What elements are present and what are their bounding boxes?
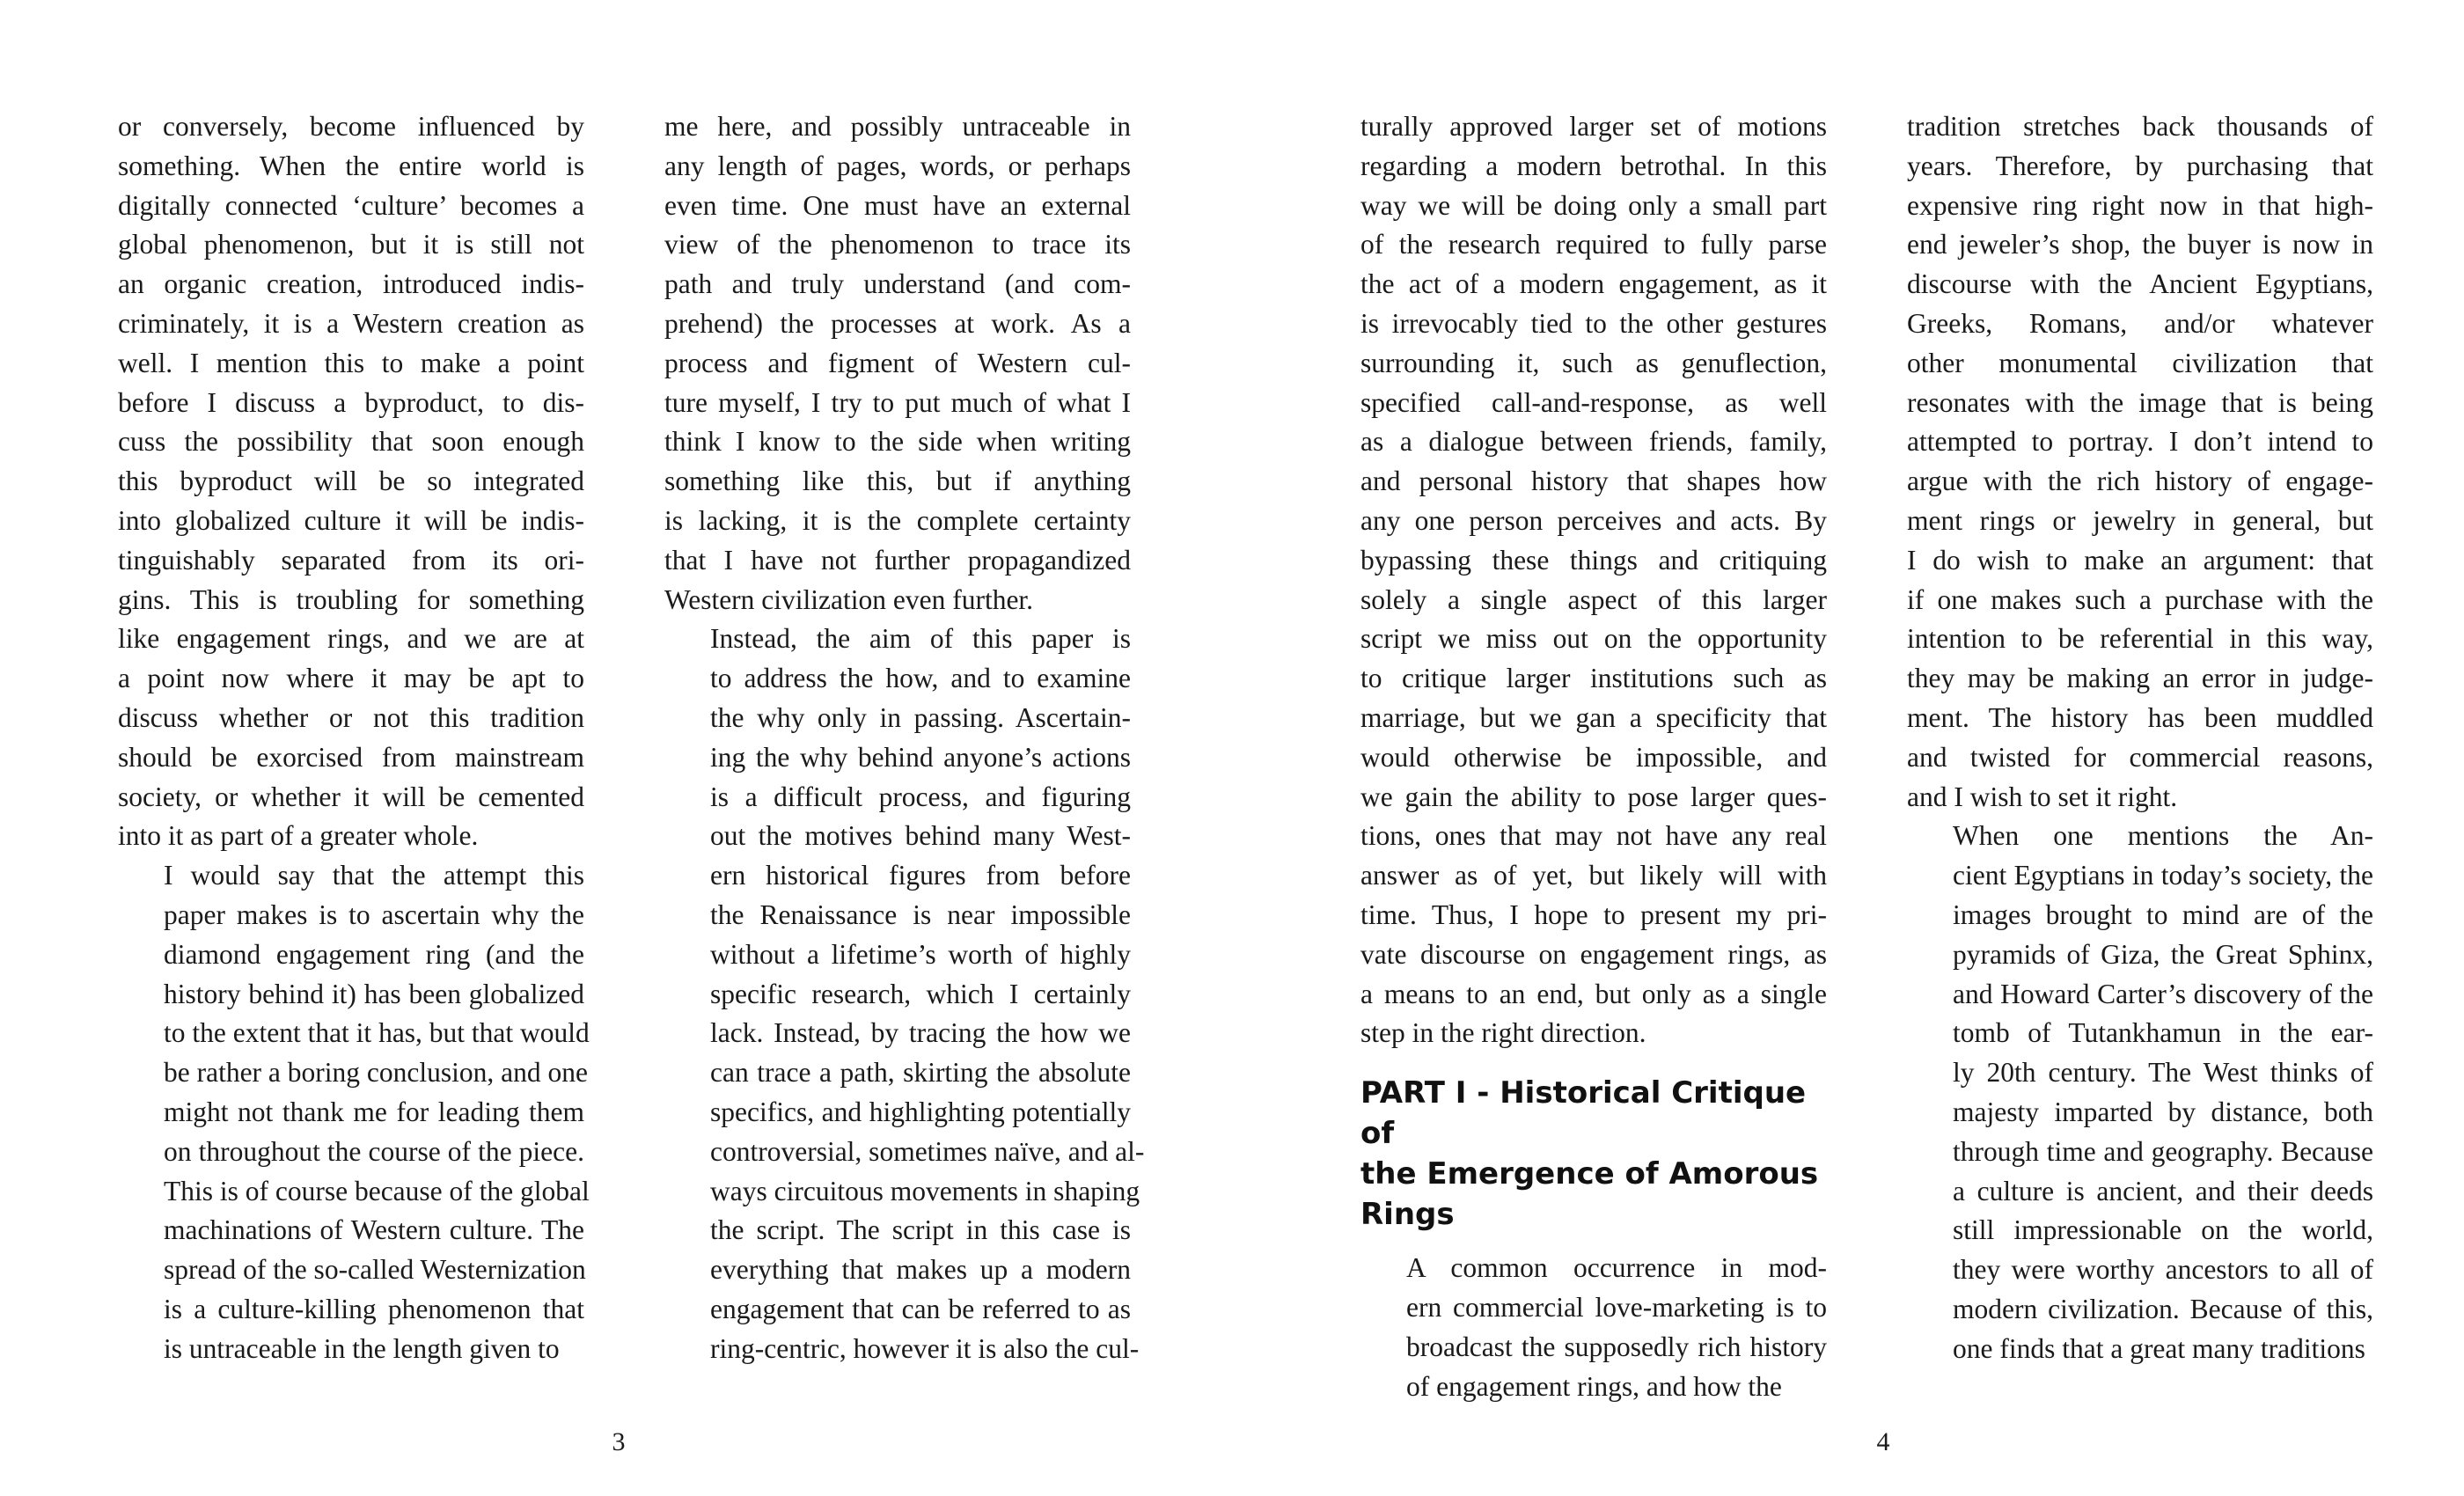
text-line: solely a single aspect of this larger — [1360, 583, 1827, 615]
text-line: ment rings or jewelry in general, but — [1907, 504, 2373, 536]
text-line: step in the right direction. — [1360, 1017, 1646, 1049]
text-line: and twisted for commercial reasons, — [1907, 741, 2373, 773]
text-line: might not thank me for leading them — [164, 1096, 584, 1127]
text-line: When one mentions the An- — [1953, 820, 2373, 852]
text-line: as a dialogue between friends, family, — [1360, 426, 1827, 458]
text-line: and personal history that shapes how — [1360, 466, 1827, 497]
text-line: global phenomenon, but it is still not — [118, 229, 584, 260]
text-line: path and truly understand (and com- — [664, 268, 1131, 300]
text-line: the why only in passing. Ascertain- — [710, 701, 1131, 733]
text-line: is untraceable in the length given to — [164, 1332, 560, 1364]
text-line: modern civilization. Because of this, — [1953, 1293, 2373, 1324]
text-line: of the research required to fully parse — [1360, 229, 1827, 260]
text-line: This is of course because of the global — [164, 1175, 590, 1206]
text-line: spread of the so-called Westernization — [164, 1254, 586, 1286]
text-line: specifics, and highlighting potentially — [710, 1096, 1131, 1127]
text-line: ing the why behind anyone’s actions — [710, 741, 1131, 773]
text-line: intention to be referential in this way, — [1907, 623, 2373, 655]
text-line: lack. Instead, by tracing the how we — [710, 1017, 1131, 1049]
paragraph — [664, 620, 1145, 1368]
text-line: broadcast the supposedly rich history — [1406, 1331, 1827, 1362]
section-heading — [1360, 1073, 1827, 1235]
text-line: gins. This is troubling for something — [118, 583, 584, 615]
text-line: like engagement rings, and we are at — [118, 623, 584, 655]
text-line: ment. The history has been muddled — [1907, 701, 2373, 733]
text-line: cuss the possibility that soon enough — [118, 426, 584, 458]
text-line: years. Therefore, by purchasing that — [1907, 150, 2373, 181]
text-line: and Howard Carter’s discovery of the — [1953, 978, 2373, 1009]
text-line: other monumental civilization that — [1907, 347, 2373, 378]
text-line: time. Thus, I hope to present my pri- — [1360, 898, 1827, 930]
text-line: tinguishably separated from its ori- — [118, 544, 584, 576]
column-right-2 — [1907, 107, 2373, 1369]
text-line: the script. The script in this case is — [710, 1214, 1131, 1246]
text-line: expensive ring right now in that high- — [1907, 189, 2373, 221]
text-line: way we will be doing only a small part — [1360, 189, 1827, 221]
text-line: tradition stretches back thousands of — [1907, 111, 2373, 142]
text-line: a culture is ancient, and their deeds — [1953, 1175, 2373, 1206]
text-line: would otherwise be impossible, and — [1360, 741, 1827, 773]
text-line: any length of pages, words, or perhaps — [664, 150, 1131, 181]
paragraph — [1907, 817, 2373, 1368]
paragraph — [1360, 107, 1827, 1053]
text-line: something like this, but if anything — [664, 466, 1131, 497]
text-line: images brought to mind are of the — [1953, 898, 2373, 930]
column-right-1 — [1360, 107, 1827, 1406]
text-line: of engagement rings, and how the — [1406, 1370, 1782, 1402]
text-line: this byproduct will be so integrated — [118, 466, 584, 497]
text-line: criminately, it is a Western creation as — [118, 307, 584, 339]
paragraph — [118, 107, 584, 856]
text-line: ture myself, I try to put much of what I — [664, 386, 1131, 418]
text-line: pyramids of Giza, the Great Sphinx, — [1953, 938, 2373, 970]
heading-line: Rings — [1360, 1197, 1455, 1233]
paragraph — [118, 856, 590, 1368]
text-line: society, or whether it will be cemented — [118, 781, 584, 812]
text-line: without a lifetime’s worth of highly — [710, 938, 1131, 970]
text-line: I would say that the attempt this — [164, 860, 584, 891]
text-line: the act of a modern engagement, as it — [1360, 268, 1827, 300]
paragraph — [1907, 107, 2373, 817]
text-line: is lacking, it is the complete certainty — [664, 504, 1131, 536]
text-line: discourse with the Ancient Egyptians, — [1907, 268, 2373, 300]
text-line: Greeks, Romans, and/or whatever — [1907, 307, 2373, 339]
text-line: a point now where it may be apt to — [118, 663, 584, 694]
text-line: specified call-and-response, as well — [1360, 386, 1827, 418]
page-right — [1232, 0, 2464, 1496]
text-line: engagement that can be referred to as — [710, 1293, 1131, 1324]
text-line: the Renaissance is near impossible — [710, 898, 1131, 930]
text-line: to address the how, and to examine — [710, 663, 1131, 694]
text-line: is a culture-killing phenomenon that — [164, 1293, 584, 1324]
text-line: ways circuitous movements in shaping — [710, 1175, 1140, 1206]
text-line: view of the phenomenon to trace its — [664, 229, 1131, 260]
text-line: I do wish to make an argument: that — [1907, 544, 2373, 576]
text-line: out the motives behind many West- — [710, 820, 1131, 852]
text-line: and I wish to set it right. — [1907, 781, 2178, 812]
text-line: vate discourse on engagement rings, as — [1360, 938, 1827, 970]
text-line: is a difficult process, and figuring — [710, 781, 1131, 812]
text-line: marriage, but we gan a specificity that — [1360, 701, 1827, 733]
column-left-2 — [664, 107, 1145, 1369]
page-number: 4 — [1876, 1427, 1890, 1456]
paragraph — [664, 107, 1131, 620]
paragraph — [1360, 1249, 1827, 1406]
text-line: argue with the rich history of engage- — [1907, 466, 2373, 497]
text-line: still impressionable on the world, — [1953, 1214, 2373, 1246]
text-line: me here, and possibly untraceable in — [664, 111, 1131, 142]
text-line: machinations of Western culture. The — [164, 1214, 584, 1246]
text-line: script we miss out on the opportunity — [1360, 623, 1827, 655]
text-line: turally approved larger set of motions — [1360, 111, 1827, 142]
text-line: well. I mention this to make a point — [118, 347, 584, 378]
text-line: they were worthy ancestors to all of — [1953, 1254, 2373, 1286]
text-line: attempted to portray. I don’t intend to — [1907, 426, 2373, 458]
heading-line: PART I - Historical Critique of — [1360, 1075, 1807, 1152]
text-line: A common occurrence in mod- — [1406, 1252, 1827, 1284]
text-line: should be exorcised from mainstream — [118, 741, 584, 773]
text-line: ring-centric, however it is also the cul- — [710, 1332, 1140, 1364]
text-line: into globalized culture it will be indis- — [118, 504, 584, 536]
text-line: tomb of Tutankhamun in the ear- — [1953, 1017, 2373, 1049]
text-line: tions, ones that may not have any real — [1360, 820, 1827, 852]
text-line: ly 20th century. The West thinks of — [1953, 1057, 2373, 1089]
text-line: we gain the ability to pose larger ques- — [1360, 781, 1827, 812]
text-line: through time and geography. Because — [1953, 1135, 2373, 1167]
text-line: bypassing these things and critiquing — [1360, 544, 1827, 576]
text-line: answer as of yet, but likely will with — [1360, 860, 1827, 891]
text-line: diamond engagement ring (and the — [164, 938, 584, 970]
text-line: something. When the entire world is — [118, 150, 584, 181]
text-line: on throughout the course of the piece. — [164, 1135, 584, 1167]
text-line: if one makes such a purchase with the — [1907, 583, 2373, 615]
column-left-1 — [118, 107, 590, 1369]
text-line: any one person perceives and acts. By — [1360, 504, 1827, 536]
text-line: end jeweler’s shop, the buyer is now in — [1907, 229, 2373, 260]
text-line: Western civilization even further. — [664, 583, 1034, 615]
text-line: paper makes is to ascertain why the — [164, 898, 584, 930]
text-line: discuss whether or not this tradition — [118, 701, 584, 733]
text-line: everything that makes up a modern — [710, 1254, 1131, 1286]
text-line: digitally connected ‘culture’ becomes a — [118, 189, 584, 221]
text-line: controversial, sometimes naïve, and al- — [710, 1135, 1145, 1167]
text-line: majesty imparted by distance, both — [1953, 1096, 2373, 1127]
text-line: is irrevocably tied to the other gestures — [1360, 307, 1827, 339]
text-line: before I discuss a byproduct, to dis- — [118, 386, 584, 418]
text-line: prehend) the processes at work. As a — [664, 307, 1131, 339]
page-number: 3 — [612, 1427, 626, 1456]
text-line: process and figment of Western cul- — [664, 347, 1131, 378]
text-line: an organic creation, introduced indis- — [118, 268, 584, 300]
text-line: history behind it) has been globalized — [164, 978, 584, 1009]
text-line: think I know to the side when writing — [664, 426, 1131, 458]
text-line: Instead, the aim of this paper is — [710, 623, 1131, 655]
text-line: that I have not further propagandized — [664, 544, 1131, 576]
text-line: even time. One must have an external — [664, 189, 1131, 221]
text-line: ern historical figures from before — [710, 860, 1131, 891]
text-line: to the extent that it has, but that would — [164, 1017, 590, 1049]
text-line: regarding a modern betrothal. In this — [1360, 150, 1827, 181]
text-line: cient Egyptians in today’s society, the — [1953, 860, 2373, 891]
text-line: ern commercial love-marketing is to — [1406, 1291, 1827, 1323]
text-line: one finds that a great many traditions — [1953, 1332, 2365, 1364]
text-line: to critique larger institutions such as — [1360, 663, 1827, 694]
text-line: resonates with the image that is being — [1907, 386, 2373, 418]
text-line: into it as part of a greater whole. — [118, 820, 479, 852]
text-line: can trace a path, skirting the absolute — [710, 1057, 1131, 1089]
text-line: a means to an end, but only as a single — [1360, 978, 1827, 1009]
text-line: or conversely, become influenced by — [118, 111, 584, 142]
text-line: be rather a boring conclusion, and one — [164, 1057, 588, 1089]
heading-line: the Emergence of Amorous — [1360, 1156, 1819, 1192]
text-line: they may be making an error in judge- — [1907, 663, 2373, 694]
text-line: specific research, which I certainly — [710, 978, 1131, 1009]
text-line: surrounding it, such as genuflection, — [1360, 347, 1827, 378]
